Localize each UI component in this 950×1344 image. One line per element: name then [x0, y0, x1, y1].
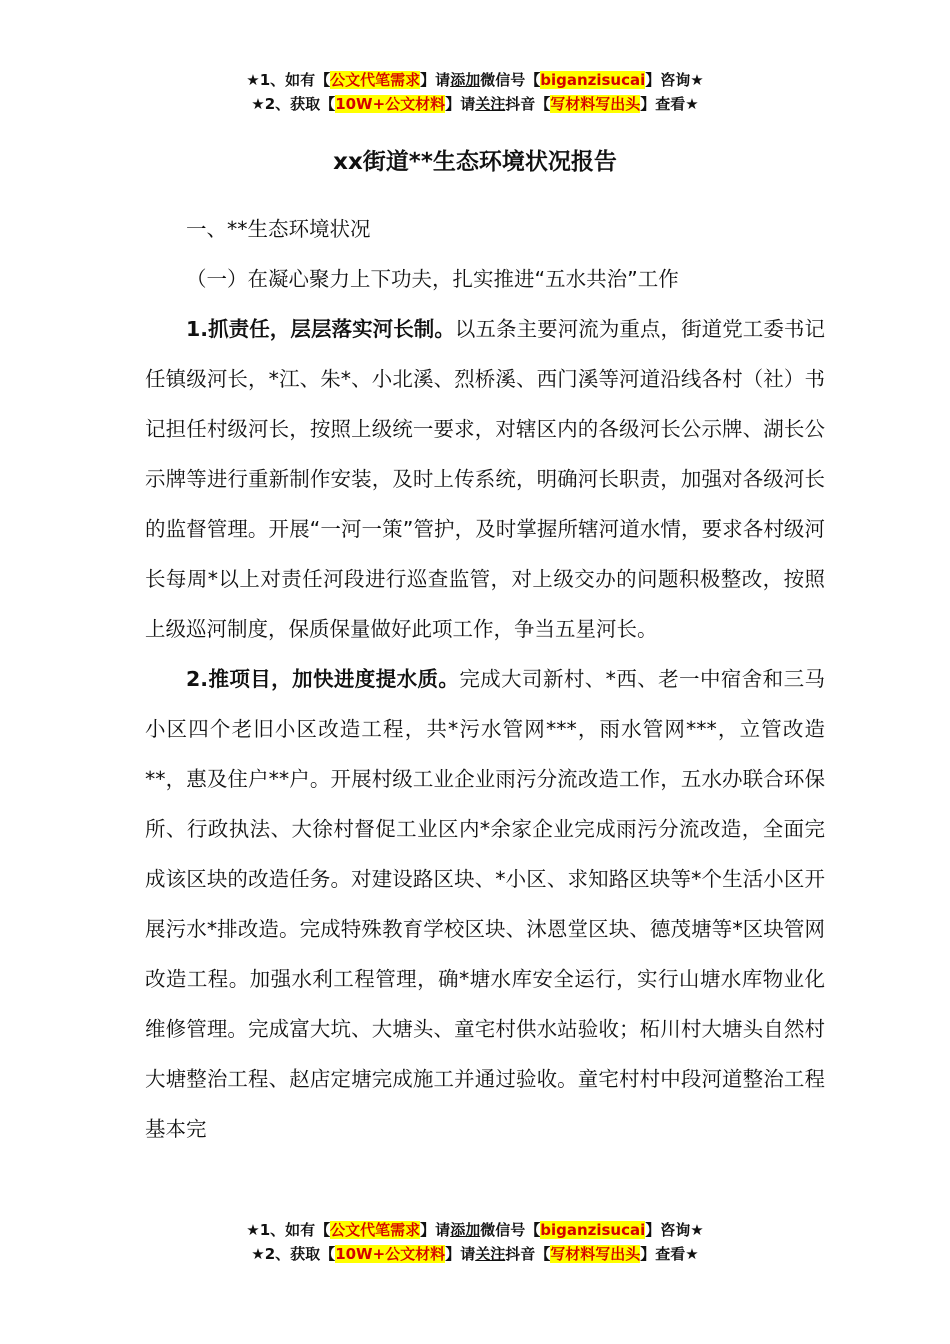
paragraph-2 [145, 654, 825, 1154]
highlight-wechat-id: biganzisucai [540, 71, 646, 89]
header-banner [0, 68, 950, 116]
paragraph-1 [145, 304, 825, 654]
highlight-materials: 10W+公文材料 [335, 95, 446, 113]
paragraph-1-lead: 1.抓责任，层层落实河长制。 [186, 317, 455, 341]
highlight-materials: 10W+公文材料 [335, 1245, 446, 1263]
footer-banner [0, 1218, 950, 1266]
subsection-heading: （一）在凝心聚力上下功夫，扎实推进“五水共治”工作 [186, 267, 679, 291]
highlight-wechat-id: biganzisucai [540, 1221, 646, 1239]
highlight-service: 公文代笔需求 [330, 1221, 421, 1239]
highlight-service: 公文代笔需求 [330, 71, 421, 89]
highlight-douyin: 写材料写出头 [550, 95, 641, 113]
banner-line-2: ★2、获取【10W+公文材料】请关注抖音【写材料写出头】查看★ [251, 1245, 699, 1263]
banner-line-2: ★2、获取【10W+公文材料】请关注抖音【写材料写出头】查看★ [251, 95, 699, 113]
document-title: xx街道**生态环境状况报告 [333, 149, 617, 175]
paragraph-2-lead: 2.推项目，加快进度提水质。 [186, 667, 460, 691]
paragraph-2-text: 完成大司新村、*西、老一中宿舍和三马小区四个老旧小区改造工程，共*污水管网***，雨水管网***，立管改造**，惠及住户**户。开展村级工业企业雨污分流改造工作，五水办联合环保所、行政执法、大徐村督促工业区内*余家企业完成雨污分流改造，全面完成该区块的改造任务。对建设路区块、*小区、求知路区块等*个生活小区开展污水*排改造。完成特殊教育学校区块、沐恩堂区块、德茂塘等*区块管网改造工程。加强水利工程管理，确*塘水库安全运行，实行山塘水库物业化维修管理。完成富大坑、大塘头、童宅村供水站验收；柘川村大塘头自然村大塘整治工程、赵店定塘完成施工并通过验收。童宅村村中段河道整治工程基本完 [145, 667, 825, 1141]
section-heading: 一、**生态环境状况 [186, 217, 371, 241]
document-body [145, 204, 825, 1154]
banner-line-1: ★1、如有【公文代笔需求】请添加微信号【biganzisucai】咨询★ [246, 1221, 704, 1239]
paragraph-1-text: 以五条主要河流为重点，街道党工委书记任镇级河长，*江、朱*、小北溪、烈桥溪、西门溪等河道沿线各村（社）书记担任村级河长，按照上级统一要求，对辖区内的各级河长公示牌、湖长公示牌等进行重新制作安装，及时上传系统，明确河长职责，加强对各级河长的监督管理。开展“一河一策”管护，及时掌握所辖河道水情，要求各村级河长每周*以上对责任河段进行巡查监管，对上级交办的问题积极整改，按照上级巡河制度，保质保量做好此项工作，争当五星河长。 [145, 317, 825, 641]
banner-line-1: ★1、如有【公文代笔需求】请添加微信号【biganzisucai】咨询★ [246, 71, 704, 89]
highlight-douyin: 写材料写出头 [550, 1245, 641, 1263]
